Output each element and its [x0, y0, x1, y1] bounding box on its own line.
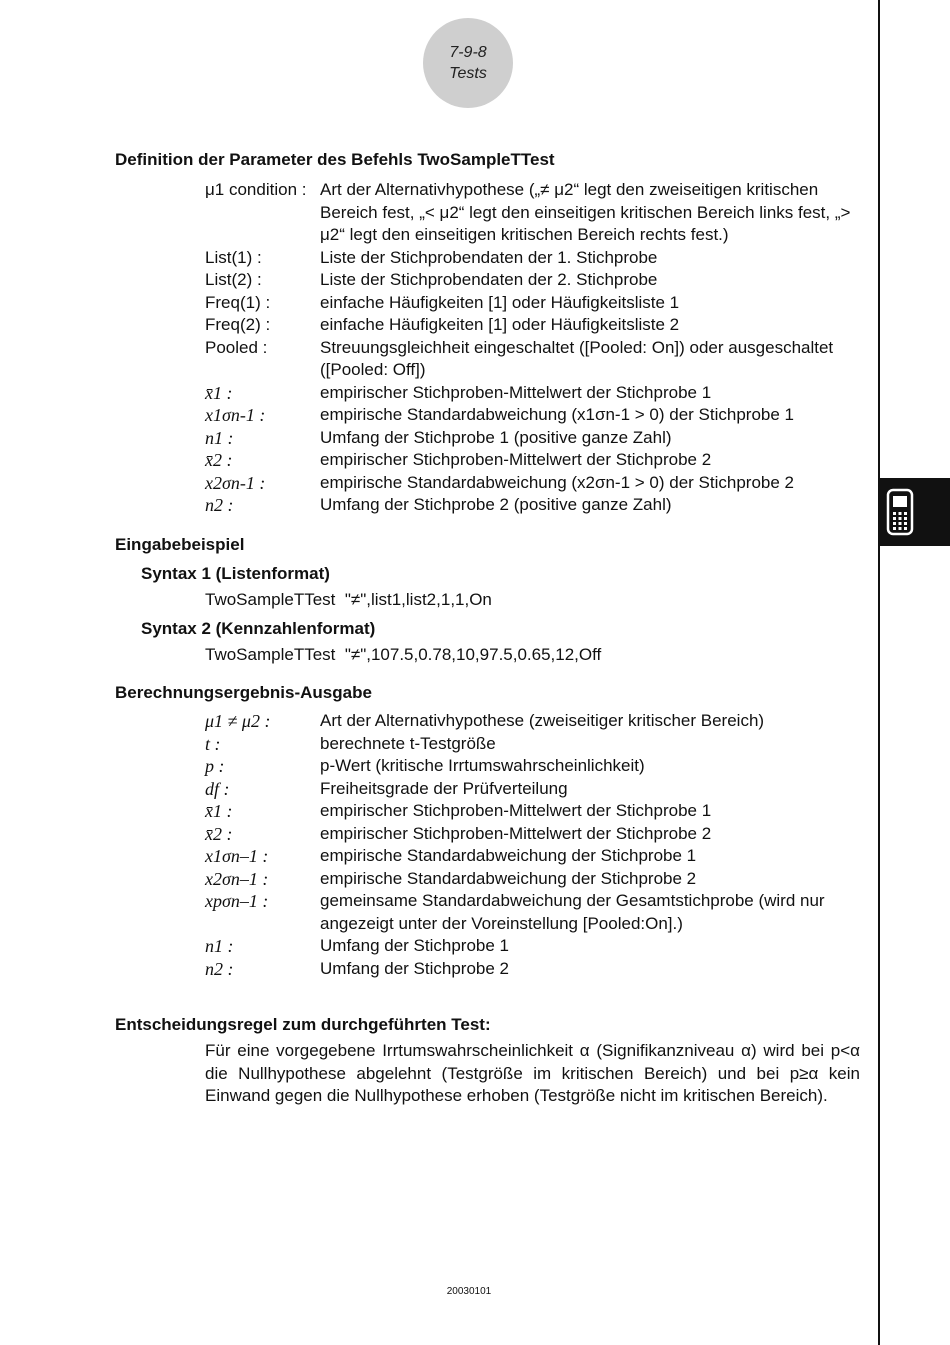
right-margin-rule [878, 0, 880, 1345]
syntax2-code: TwoSampleTTest "≠",107.5,0.78,10,97.5,0.65,12,Off [205, 645, 602, 664]
output-row: μ1 ≠ μ2 : Art der Alternativhypothese (zweiseitiger kritischer Bereich) [205, 711, 765, 731]
definition-row: x̄1 : empirischer Stichproben-Mittelwert der Stichprobe 1 [205, 382, 712, 403]
decision-heading: Entscheidungsregel zum durchgeführten Test: [115, 1015, 491, 1034]
definition-row: x1σn-1 : empirische Standardabweichung (x1σn-1 > 0) der Stichprobe 1 [205, 405, 795, 425]
definition-heading: Definition der Parameter des Befehls TwoSampleTTest [115, 150, 555, 169]
example-heading: Eingabebeispiel [115, 535, 245, 554]
definition-row: Pooled : Streuungsgleichheit eingeschaltet ([Pooled: On]) oder ausgeschaltet ([Pooled: Off]) [205, 337, 834, 379]
output-row: x̄2 : empirischer Stichproben-Mittelwert der Stichprobe 2 [205, 823, 712, 844]
definition-row: Freq(2) : einfache Häufigkeiten [1] oder Häufigkeitsliste 2 [205, 315, 680, 334]
definition-row: n1 : Umfang der Stichprobe 1 (positive ganze Zahl) [205, 427, 672, 448]
output-row: xpσn–1 : gemeinsame Standardabweichung der Gesamtstichprobe (wird nur angezeigt unter der Voreinstellung [Pooled:On].) [205, 891, 825, 933]
output-list [205, 710, 870, 980]
output-row: x̄1 : empirischer Stichproben-Mittelwert der Stichprobe 1 [205, 801, 712, 821]
output-row: df : Freiheitsgrade der Prüfverteilung [205, 778, 568, 799]
syntax1-heading: Syntax 1 (Listenformat) [141, 564, 330, 583]
section-label: Tests [449, 65, 487, 82]
definition-row: List(1) : Liste der Stichprobendaten der 1. Stichprobe [205, 247, 658, 267]
output-row: x1σn–1 : empirische Standardabweichung der Stichprobe 1 [205, 846, 697, 866]
output-row: n2 : Umfang der Stichprobe 2 [205, 958, 509, 979]
calculator-icon [886, 488, 916, 536]
syntax1-code: TwoSampleTTest "≠",list1,list2,1,1,On [205, 590, 492, 609]
output-row: p : p-Wert (kritische Irrtumswahrscheinlichkeit) [205, 756, 645, 776]
footer-code: 20030101 [446, 1286, 492, 1297]
page-number: 7-9-8 [449, 44, 487, 61]
definition-row: n2 : Umfang der Stichprobe 2 (positive ganze Zahl) [205, 495, 672, 515]
definition-row: x2σn-1 : empirische Standardabweichung (x2σn-1 > 0) der Stichprobe 2 [205, 472, 795, 493]
definition-row: x̄2 : empirischer Stichproben-Mittelwert der Stichprobe 2 [205, 450, 712, 470]
chapter-tab [880, 478, 950, 546]
output-row: t : berechnete t-Testgröße [205, 733, 496, 754]
output-row: n1 : Umfang der Stichprobe 1 [205, 936, 509, 956]
output-row: x2σn–1 : empirische Standardabweichung der Stichprobe 2 [205, 868, 697, 889]
definition-row: List(2) : Liste der Stichprobendaten der 2. Stichprobe [205, 270, 658, 289]
definition-row: Freq(1) : einfache Häufigkeiten [1] oder Häufigkeitsliste 1 [205, 292, 680, 312]
decision-paragraph: Für eine vorgegebene Irrtumswahrscheinlichkeit α (Signifikanzniveau α) wird bei p<α die Nullhypothese abgelehnt (Testgröße im kritischen Bereich) und bei p≥α kein Einwand gegen die Nullhypothese erhoben (Testgröße nicht im kritischen Bereich). [205, 1041, 860, 1105]
output-heading: Berechnungsergebnis-Ausgabe [115, 683, 372, 702]
definition-list [205, 179, 870, 517]
definition-row: μ1 condition : Art der Alternativhypothese („≠ μ2“ legt den zweiseitigen kritischen Bereich fest, „< μ2“ legt den einseitigen kritischen Bereich links fest, „> μ2“ legt den einseitigen kritischen Bereich rechts fest.) [205, 180, 851, 244]
syntax2-heading: Syntax 2 (Kennzahlenformat) [141, 619, 376, 638]
